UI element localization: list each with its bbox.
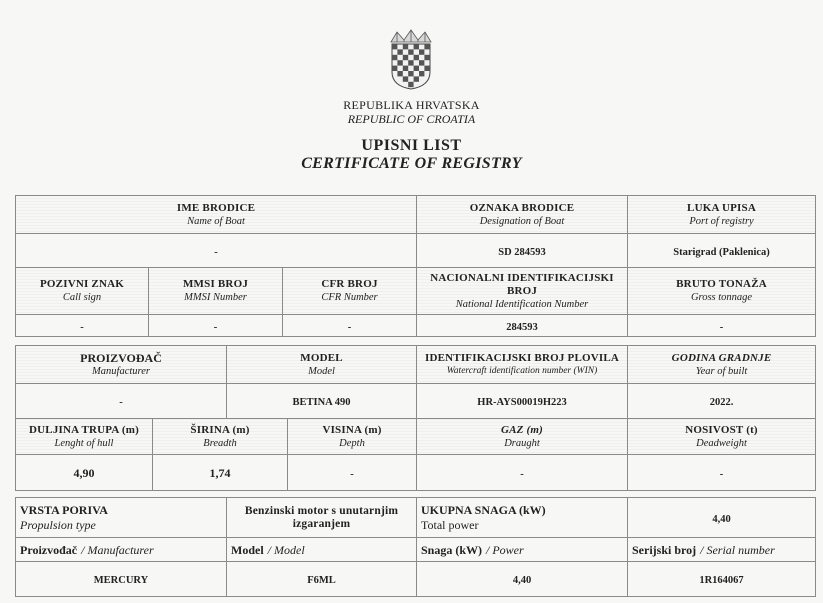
call-sign-header: POZIVNI ZNAK Call sign (16, 268, 149, 315)
gross-tonnage-header: BRUTO TONAŽA Gross tonnage (628, 268, 816, 315)
breadth-value: 1,74 (153, 455, 288, 491)
draught-value: - (417, 455, 628, 491)
boat-identification-table (15, 195, 816, 337)
engine-model-value: F6ML (227, 562, 417, 597)
national-id-header: NACIONALNI IDENTIFIKACIJSKI BROJ National Identification Number (417, 268, 628, 315)
document-title-en: CERTIFICATE OF REGISTRY (301, 155, 522, 172)
year-value: 2022. (628, 384, 816, 419)
engine-data-table (15, 497, 816, 597)
engine-power-header: Snaga (kW) / Power (417, 538, 628, 562)
total-power-value: 4,40 (628, 498, 816, 538)
hull-data-table (15, 345, 816, 491)
mmsi-header: MMSI BROJ MMSI Number (149, 268, 283, 315)
total-power-label: UKUPNA SNAGA (kW) Total power (417, 498, 628, 538)
manufacturer-header: PROIZVOĐAČ Manufacturer (16, 346, 227, 384)
length-value: 4,90 (16, 455, 153, 491)
designation-value: SD 284593 (417, 234, 628, 268)
breadth-header: ŠIRINA (m) Breadth (153, 419, 288, 455)
model-header: MODEL Model (227, 346, 417, 384)
engine-manufacturer-value: MERCURY (16, 562, 227, 597)
document-title-hr: UPISNI LIST (361, 137, 462, 154)
port-header: LUKA UPISA Port of registry (628, 196, 816, 234)
deadweight-value: - (628, 455, 816, 491)
length-header: DULJINA TRUPA (m) Lenght of hull (16, 419, 153, 455)
gross-tonnage-value: - (628, 315, 816, 337)
model-value: BETINA 490 (227, 384, 417, 419)
country-name-hr: REPUBLIKA HRVATSKA (343, 98, 480, 112)
port-value: Starigrad (Paklenica) (628, 234, 816, 268)
serial-number-value: 1R164067 (628, 562, 816, 597)
engine-model-header: Model / Model (227, 538, 417, 562)
boat-name-value: - (16, 234, 417, 268)
depth-value: - (288, 455, 417, 491)
national-id-value: 284593 (417, 315, 628, 337)
depth-header: VISINA (m) Depth (288, 419, 417, 455)
coat-of-arms-icon (388, 28, 434, 90)
engine-manufacturer-header: Proizvođač / Manufacturer (16, 538, 227, 562)
deadweight-header: NOSIVOST (t) Deadweight (628, 419, 816, 455)
boat-name-header: IME BRODICE Name of Boat (16, 196, 417, 234)
win-value: HR-AYS00019H223 (417, 384, 628, 419)
manufacturer-value: - (16, 384, 227, 419)
propulsion-value: Benzinski motor s unutarnjim izgaranjem (227, 498, 417, 538)
cfr-value: - (283, 315, 417, 337)
draught-header: GAZ (m) Draught (417, 419, 628, 455)
country-name-en: REPUBLIC OF CROATIA (347, 112, 476, 126)
cfr-header: CFR BROJ CFR Number (283, 268, 417, 315)
mmsi-value: - (149, 315, 283, 337)
win-header: IDENTIFIKACIJSKI BROJ PLOVILA Watercraft identification number (WIN) (417, 346, 628, 384)
engine-power-value: 4,40 (417, 562, 628, 597)
serial-number-header: Serijski broj / Serial number (628, 538, 816, 562)
designation-header: OZNAKA BRODICE Designation of Boat (417, 196, 628, 234)
call-sign-value: - (16, 315, 149, 337)
propulsion-label: VRSTA PORIVA Propulsion type (16, 498, 227, 538)
year-header: GODINA GRADNJE Year of built (628, 346, 816, 384)
